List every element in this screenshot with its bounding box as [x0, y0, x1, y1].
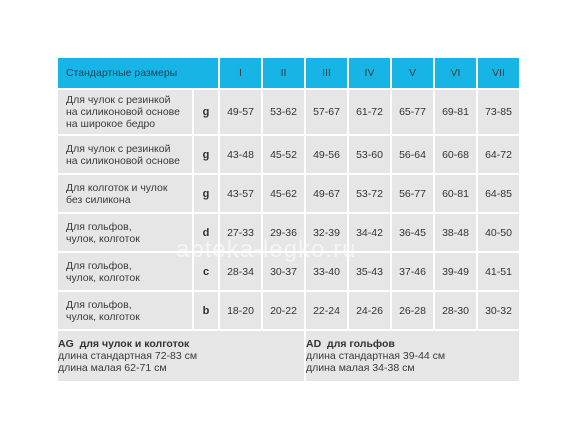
size-value: 40-50 — [478, 214, 519, 251]
size-value: 60-81 — [435, 175, 476, 212]
footer-left-line2: длина малая 62-71 см — [58, 362, 167, 374]
size-value: 38-48 — [435, 214, 476, 251]
row-label: Для гольфов, чулок, колготок — [58, 214, 192, 251]
size-value: 39-49 — [435, 253, 476, 290]
size-header: III — [306, 58, 347, 88]
footer-right — [306, 331, 519, 381]
size-value: 45-52 — [263, 136, 304, 173]
row-code: g — [194, 136, 218, 173]
footer-right-code: AD — [306, 338, 322, 350]
size-value: 24-26 — [349, 292, 390, 329]
size-value: 28-34 — [220, 253, 261, 290]
size-value: 64-72 — [478, 136, 519, 173]
size-value: 30-37 — [263, 253, 304, 290]
row-label: Для гольфов, чулок, колготок — [58, 292, 192, 329]
table-row — [58, 136, 519, 173]
size-value: 65-77 — [392, 90, 433, 134]
table-row — [58, 214, 519, 251]
size-value: 26-28 — [392, 292, 433, 329]
size-value: 35-43 — [349, 253, 390, 290]
size-value: 56-64 — [392, 136, 433, 173]
header-title: Стандартные размеры — [58, 58, 218, 88]
size-header: II — [263, 58, 304, 88]
size-value: 73-85 — [478, 90, 519, 134]
row-code: b — [194, 292, 218, 329]
row-code: g — [194, 90, 218, 134]
size-value: 57-67 — [306, 90, 347, 134]
row-label: Для чулок с резинкой на силиконовой основе — [58, 136, 192, 173]
size-value: 53-62 — [263, 90, 304, 134]
watermark: apteka-legko.ru — [176, 236, 357, 263]
size-header: VI — [435, 58, 476, 88]
size-value: 27-33 — [220, 214, 261, 251]
row-code: c — [194, 253, 218, 290]
footer-right-title: для гольфов — [327, 338, 395, 350]
size-value: 43-48 — [220, 136, 261, 173]
footer-left-code: AG — [58, 338, 74, 350]
size-value: 49-56 — [306, 136, 347, 173]
size-value: 64-85 — [478, 175, 519, 212]
table-row — [58, 175, 519, 212]
size-value: 45-62 — [263, 175, 304, 212]
size-header: V — [392, 58, 433, 88]
size-value: 61-72 — [349, 90, 390, 134]
size-value: 53-72 — [349, 175, 390, 212]
size-value: 29-36 — [263, 214, 304, 251]
row-label: Для чулок с резинкой на силиконовой основе на широкое бедро — [58, 90, 192, 134]
size-value: 69-81 — [435, 90, 476, 134]
size-value: 53-60 — [349, 136, 390, 173]
size-value: 41-51 — [478, 253, 519, 290]
size-value: 36-45 — [392, 214, 433, 251]
size-value: 49-57 — [220, 90, 261, 134]
size-header: IV — [349, 58, 390, 88]
size-value: 33-40 — [306, 253, 347, 290]
size-value: 22-24 — [306, 292, 347, 329]
footer-row — [58, 331, 519, 381]
footer-right-line1: длина стандартная 39-44 см — [306, 350, 446, 362]
size-value: 49-67 — [306, 175, 347, 212]
footer-left-title: для чулок и колготок — [79, 338, 190, 350]
footer-left-line1: длина стандартная 72-83 см — [58, 350, 198, 362]
row-code: d — [194, 214, 218, 251]
header-row — [58, 58, 519, 88]
size-value: 37-46 — [392, 253, 433, 290]
table-row — [58, 90, 519, 134]
row-label: Для гольфов, чулок, колготок — [58, 253, 192, 290]
size-header: I — [220, 58, 261, 88]
size-value: 18-20 — [220, 292, 261, 329]
size-value: 28-30 — [435, 292, 476, 329]
size-header: VII — [478, 58, 519, 88]
size-value: 30-32 — [478, 292, 519, 329]
size-value: 43-57 — [220, 175, 261, 212]
footer-left — [58, 331, 304, 381]
row-code: g — [194, 175, 218, 212]
size-value: 20-22 — [263, 292, 304, 329]
row-label: Для колготок и чулок без силикона — [58, 175, 192, 212]
footer-right-line2: длина малая 34-38 см — [306, 362, 415, 374]
table-row — [58, 292, 519, 329]
table-row — [58, 253, 519, 290]
size-table — [56, 56, 521, 383]
size-chart — [58, 58, 518, 375]
size-value: 34-42 — [349, 214, 390, 251]
size-value: 32-39 — [306, 214, 347, 251]
size-value: 60-68 — [435, 136, 476, 173]
size-value: 56-77 — [392, 175, 433, 212]
